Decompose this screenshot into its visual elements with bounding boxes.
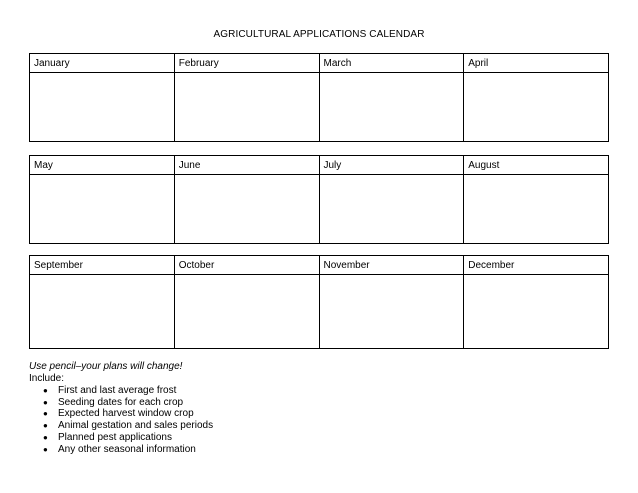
- notes-section: [29, 361, 213, 455]
- month-cell-december[interactable]: [464, 275, 609, 349]
- month-header-november: November: [319, 256, 464, 275]
- include-label: Include:: [29, 373, 65, 384]
- bullet-icon: ●: [43, 386, 48, 395]
- month-header-january: January: [30, 54, 175, 73]
- month-cell-august[interactable]: [464, 175, 609, 244]
- list-item: [29, 385, 213, 397]
- month-cell-may[interactable]: [30, 175, 175, 244]
- month-header-october: October: [174, 256, 319, 275]
- list-item: [29, 408, 213, 420]
- bullet-icon: ●: [43, 397, 48, 407]
- month-cell-february[interactable]: [174, 73, 319, 142]
- month-cell-october[interactable]: [174, 275, 319, 349]
- bullet-icon: ●: [43, 432, 48, 442]
- list-item-text: Animal gestation and sales periods: [58, 420, 214, 432]
- list-item: [29, 420, 213, 432]
- list-item: [29, 397, 213, 409]
- month-cell-april[interactable]: [464, 73, 609, 142]
- list-item: [29, 432, 213, 444]
- include-list: [29, 385, 213, 455]
- month-header-february: February: [174, 54, 319, 73]
- month-header-december: December: [464, 256, 609, 275]
- month-cell-june[interactable]: [174, 175, 319, 244]
- bullet-icon: ●: [43, 444, 48, 454]
- month-cell-september[interactable]: [30, 275, 175, 349]
- calendar-quarter-2: [29, 155, 609, 244]
- month-header-march: March: [319, 54, 464, 73]
- month-header-july: July: [319, 156, 464, 175]
- pencil-note: Use pencil–your plans will change!: [29, 361, 183, 372]
- list-item-text: First and last average frost: [58, 385, 177, 396]
- calendar-quarter-1: [29, 53, 609, 142]
- month-cell-november[interactable]: [319, 275, 464, 349]
- bullet-icon: ●: [43, 409, 48, 419]
- page-title: AGRICULTURAL APPLICATIONS CALENDAR: [213, 29, 425, 40]
- month-cell-march[interactable]: [319, 73, 464, 142]
- month-cell-january[interactable]: [30, 73, 175, 142]
- month-header-september: September: [30, 256, 175, 275]
- month-header-june: June: [174, 156, 319, 175]
- list-item-text: Planned pest applications: [58, 431, 172, 443]
- month-header-august: August: [464, 156, 609, 175]
- list-item: [29, 444, 213, 456]
- list-item-text: Seeding dates for each crop: [58, 396, 184, 408]
- bullet-icon: ●: [43, 421, 48, 431]
- list-item-text: Expected harvest window crop: [58, 408, 194, 420]
- month-header-may: May: [30, 156, 175, 175]
- calendar-quarter-3: [29, 255, 609, 349]
- month-header-april: April: [464, 54, 609, 73]
- month-cell-july[interactable]: [319, 175, 464, 244]
- list-item-text: Any other seasonal information: [58, 443, 196, 455]
